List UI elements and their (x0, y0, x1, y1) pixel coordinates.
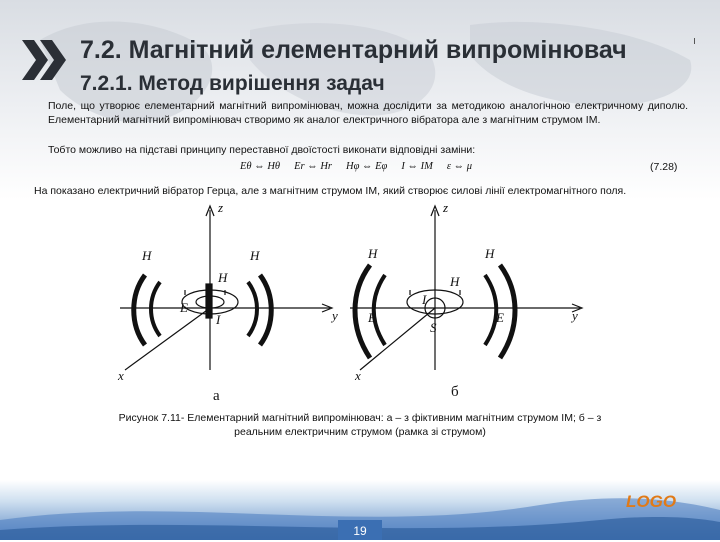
magnetic-radiator-figure (100, 200, 620, 405)
field-label-E: E (368, 310, 376, 325)
chevron-right-double-icon (22, 38, 68, 82)
field-label-H: H (142, 248, 152, 263)
field-label-E: E (496, 310, 504, 325)
formula-term: I ⇔ IМ (401, 161, 433, 172)
current-label-I: I (216, 312, 221, 327)
diagram-b (350, 206, 582, 370)
figure-label-a: а (213, 388, 220, 404)
slide-subtitle: 7.2.1. Метод вирішення задач (80, 72, 385, 95)
paragraph-intro: Поле, що утворює елементарний магнітний випромінювач, можна дослідити за методикою аналогічною електричному диполю. Елементарний магнітний випромінювач створимо як аналог електричного вібратора але з магнітним струмом IМ. (48, 100, 688, 126)
field-label-H: H (250, 248, 260, 263)
axis-label-y: y (332, 308, 338, 323)
figure-label-b: б (451, 384, 459, 400)
current-label-I: I (422, 292, 427, 307)
formula-term: Eθ ⇔ Hθ (240, 161, 281, 172)
field-label-H: H (450, 274, 460, 289)
axis-label-z: z (218, 200, 224, 215)
logo: LOGO (626, 492, 677, 511)
paragraph-duality: Тобто можливо на підставі принципу переставної двоїстості виконати відповідні заміни: (48, 144, 476, 156)
paragraph-figure-description: На показано електричний вібратор Герца, але з магнітним струмом IМ, який створює силові лінії електромагнітного поля. (34, 185, 627, 197)
field-label-E: E (180, 300, 188, 315)
axis-label-x: x (355, 368, 361, 383)
field-label-H: H (218, 270, 228, 285)
formula-term: ε ⇔ μ (446, 161, 473, 172)
formula-term: Er ⇔ Hr (294, 161, 332, 172)
diagram-a (120, 206, 332, 370)
slide-title: 7.2. Магнітний елементарний випромінювач (80, 36, 627, 64)
title-tick-mark (694, 38, 695, 44)
page-number: 19 (338, 520, 382, 540)
duality-formula (240, 161, 570, 172)
formula-term: Hφ ⇔ Eφ (345, 161, 388, 172)
axis-label-z: z (443, 200, 449, 215)
axis-label-y: y (572, 308, 578, 323)
surface-label-S: S (430, 320, 437, 335)
field-label-H: H (368, 246, 378, 261)
axis-label-x: x (118, 368, 124, 383)
field-label-H: H (485, 246, 495, 261)
figure-caption: Рисунок 7.11- Елементарний магнітний випромінювач: а – з фіктивним магнітним струмом IМ; б – з реальним електричним струмом (рамка зі струмом) (118, 412, 602, 438)
equation-number: (7.28) (650, 161, 678, 173)
